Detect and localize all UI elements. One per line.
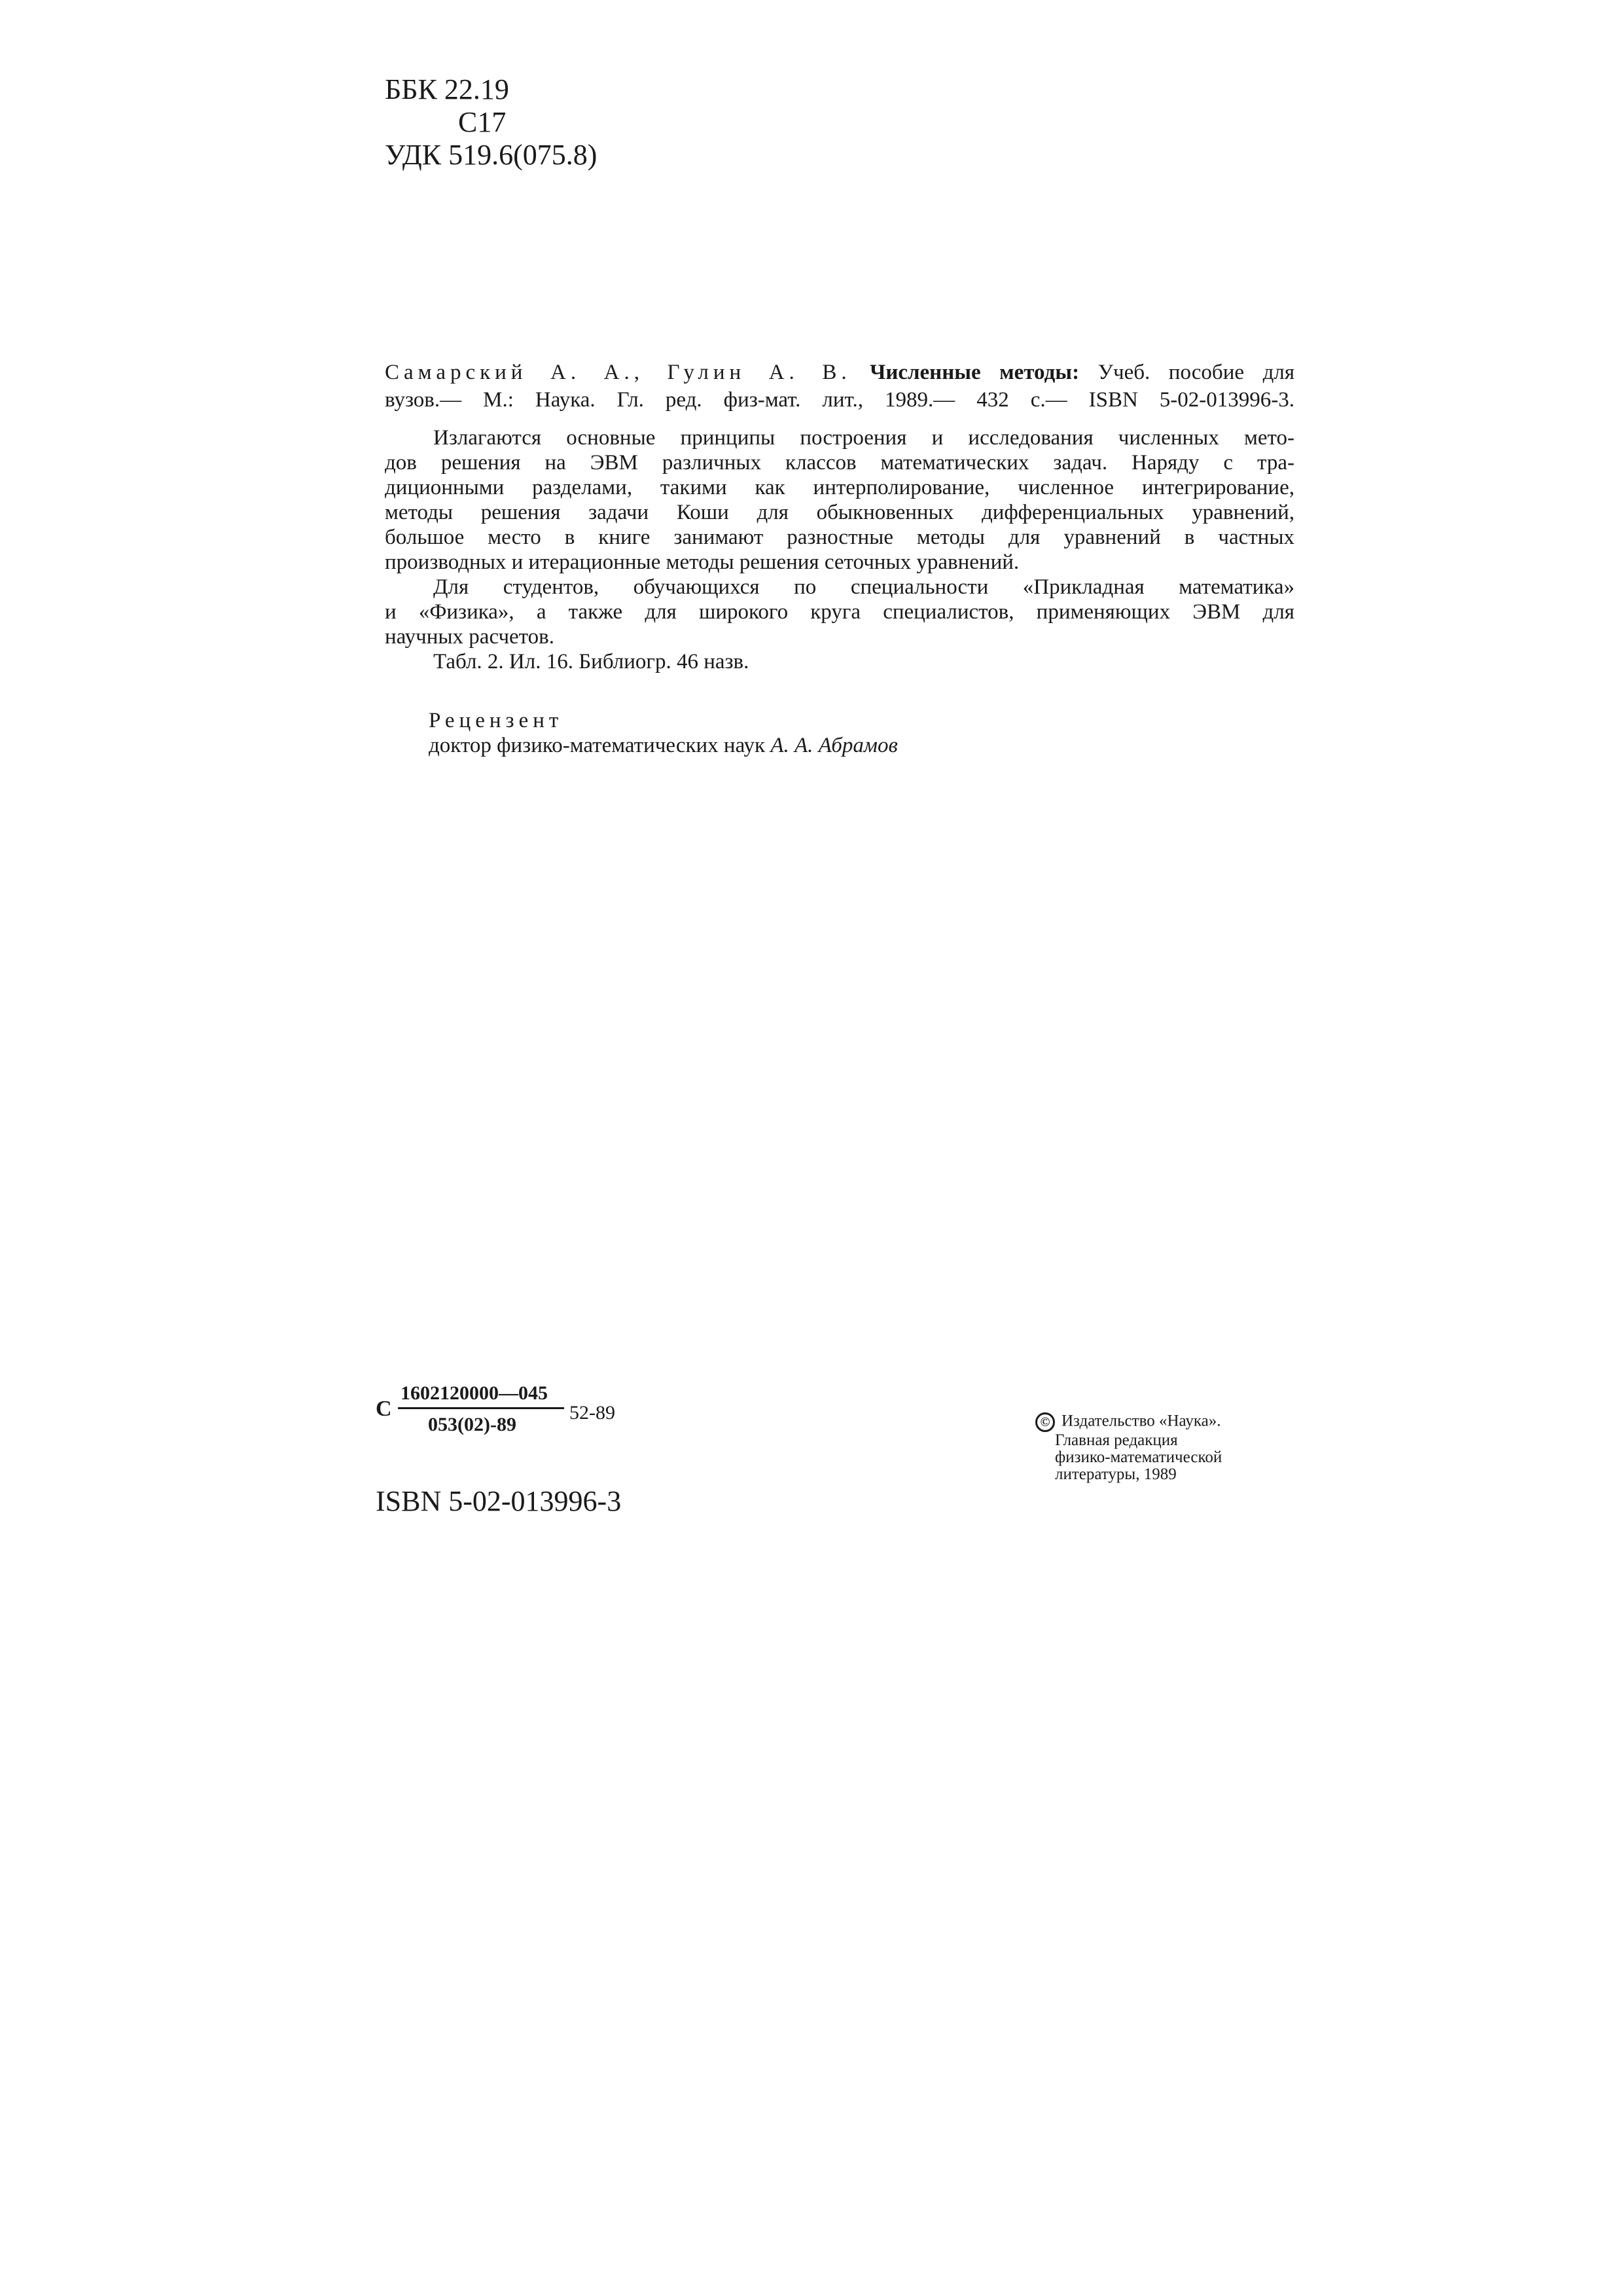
publisher-line-3: физико-математической: [1055, 1448, 1222, 1466]
catalog-code-denominator: 053(02)-89: [428, 1414, 516, 1435]
catalog-code-numerator: 1602120000—045: [401, 1382, 548, 1404]
biblio-line-2: вузов.— М.: Наука. Гл. ред. физ-мат. лит., 1989.— 432 с.— ISBN 5-02-013996-3.: [385, 388, 1294, 412]
reviewer-description: доктор физико-математических наук: [429, 734, 766, 757]
publisher-line-4: литературы, 1989: [1055, 1465, 1177, 1483]
author-mark: С17: [458, 106, 507, 138]
udk-code: УДК 519.6(075.8): [385, 139, 597, 171]
classification-block: [385, 73, 597, 171]
book-title: Численные методы:: [870, 361, 1080, 384]
isbn: ISBN 5-02-013996-3: [376, 1485, 622, 1517]
abstract-line: производных и итерационные методы решения сеточных уравнений.: [385, 550, 1020, 574]
abstract-line: диционными разделами, такими как интерполирование, численное интегрирование,: [385, 476, 1294, 499]
bbk-code: ББК 22.19: [385, 73, 509, 105]
abstract-line: большое место в книге занимают разностные методы для уравнений в частных: [385, 526, 1294, 549]
biblio-line-1: [385, 359, 1294, 386]
reviewer-heading: Рецензент: [429, 709, 563, 732]
book-stats: Табл. 2. Ил. 16. Библиогр. 46 назв.: [433, 650, 749, 673]
publisher-copyright: [1035, 1412, 1222, 1483]
authors: Самарский А. А., Гулин А. В.: [385, 361, 851, 384]
bibliographic-record: [385, 359, 1294, 414]
audience-line: Для студентов, обучающихся по специальности «Прикладная математика»: [433, 575, 1294, 599]
publisher-name: Издательство «Наука».: [1061, 1412, 1221, 1430]
catalog-code-suffix: 52-89: [569, 1402, 615, 1424]
copyright-icon: ©: [1035, 1412, 1055, 1432]
reviewer-block: [429, 708, 898, 758]
fraction-bar: [398, 1407, 564, 1409]
abstract-line: Излагаются основные принципы построения и исследования численных мето-: [433, 426, 1294, 450]
audience-line: и «Физика», а также для широкого круга специалистов, применяющих ЭВМ для: [385, 600, 1294, 624]
biblio-line-1-rest: Учеб. пособие для: [1097, 361, 1295, 384]
abstract-line: методы решения задачи Коши для обыкновенных дифференциальных уравнений,: [385, 501, 1294, 524]
publisher-line-1: [1035, 1412, 1222, 1432]
audience-line: научных расчетов.: [385, 625, 555, 649]
abstract-line: дов решения на ЭВМ различных классов математических задач. Наряду с тра-: [385, 451, 1294, 475]
catalog-code-letter: С: [376, 1397, 392, 1421]
publisher-line-2: Главная редакция: [1055, 1431, 1178, 1449]
abstract: [385, 425, 1294, 674]
reviewer-name: А. А. Абрамов: [770, 734, 898, 757]
reviewer-line: [429, 733, 898, 758]
